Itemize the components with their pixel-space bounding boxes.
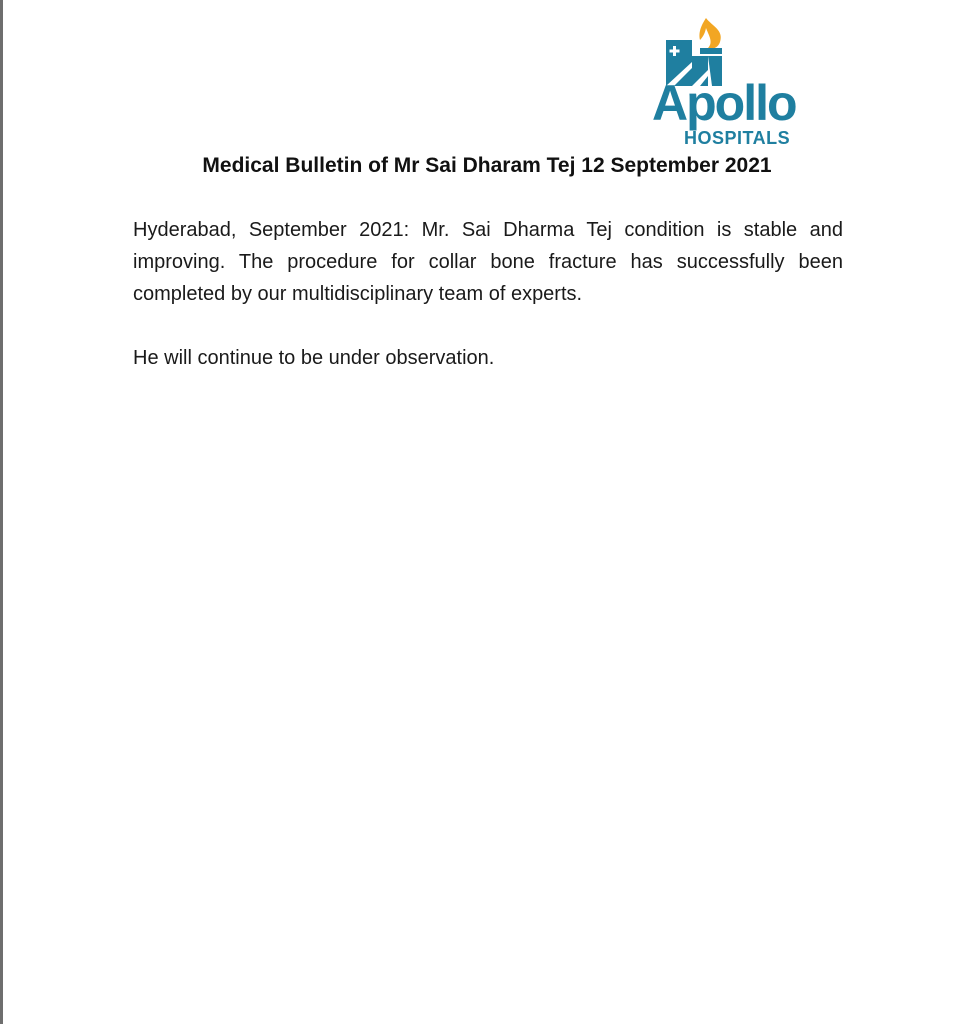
bulletin-paragraph-1: Hyderabad, September 2021: Mr. Sai Dharma Tej condition is stable and improving. The procedure for collar bone fracture has successfully been completed by our multidisciplinary team of experts. <box>133 219 843 305</box>
bulletin-paragraph-2: He will continue to be under observation. <box>133 347 495 369</box>
logo-wordmark: Apollo <box>652 75 796 131</box>
logo-subtext: HOSPITALS <box>684 128 791 148</box>
apollo-hospitals-logo <box>652 16 824 152</box>
bulletin-title: Medical Bulletin of Mr Sai Dharam Tej 12 September 2021 <box>202 154 772 177</box>
